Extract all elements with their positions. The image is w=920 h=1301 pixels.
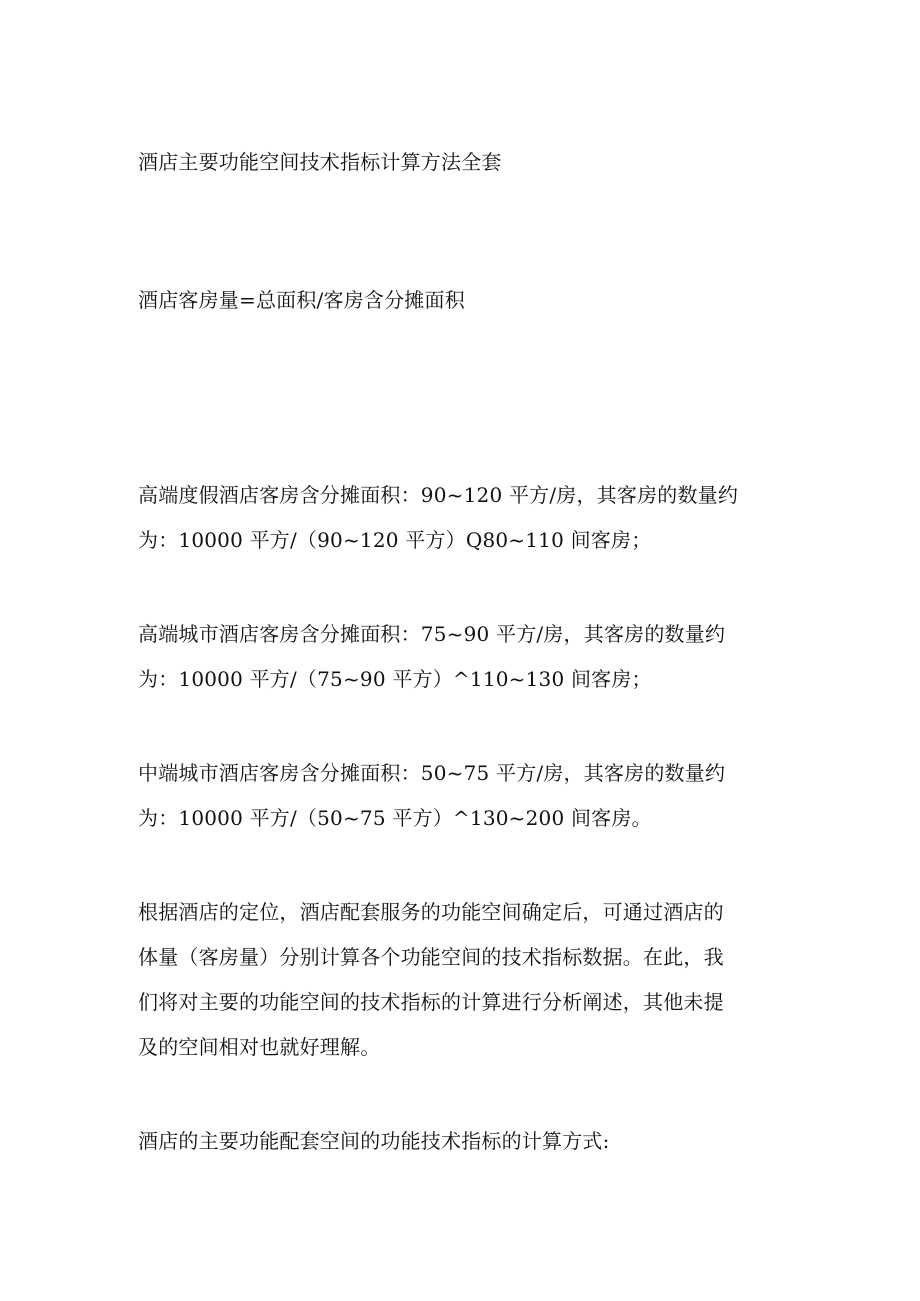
intro-paragraph-line-2: 体量（客房量）分别计算各个功能空间的技术指标数据。在此，我 xyxy=(138,945,724,969)
resort-hotel-line-1: 高端度假酒店客房含分摊面积：90~120 平方/房，其客房的数量约 xyxy=(138,483,739,507)
room-count-formula: 酒店客房量=总面积/客房含分摊面积 xyxy=(138,288,465,312)
mid-range-city-hotel-line-1: 中端城市酒店客房含分摊面积：50~75 平方/房，其客房的数量约 xyxy=(138,761,726,785)
document-title: 酒店主要功能空间技术指标计算方法全套 xyxy=(138,150,502,174)
high-end-city-hotel-line-1: 高端城市酒店客房含分摊面积：75~90 平方/房，其客房的数量约 xyxy=(138,622,726,646)
resort-hotel-line-2: 为：10000 平方/（90~120 平方）Q80~110 间客房； xyxy=(138,528,652,552)
mid-range-city-hotel-line-2: 为：10000 平方/（50~75 平方）^130~200 间客房。 xyxy=(138,806,652,830)
intro-paragraph-line-4: 及的空间相对也就好理解。 xyxy=(138,1035,381,1059)
intro-paragraph-line-3: 们将对主要的功能空间的技术指标的计算进行分析阐述，其他未提 xyxy=(138,990,724,1014)
intro-paragraph-line-1: 根据酒店的定位，酒店配套服务的功能空间确定后，可通过酒店的 xyxy=(138,900,724,924)
high-end-city-hotel-line-2: 为：10000 平方/（75~90 平方）^110~130 间客房； xyxy=(138,667,652,691)
methods-heading: 酒店的主要功能配套空间的功能技术指标的计算方式: xyxy=(138,1129,610,1153)
